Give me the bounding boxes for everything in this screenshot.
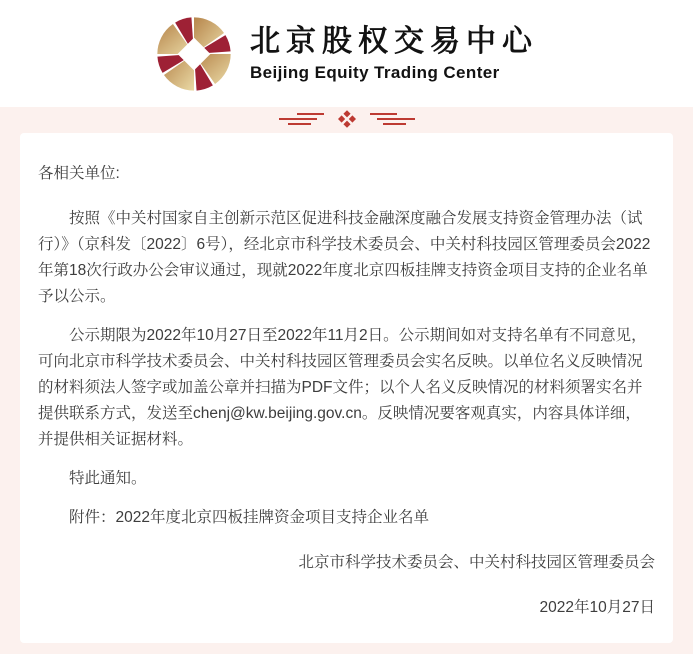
site-title-en: Beijing Equity Trading Center (250, 63, 500, 82)
notice-paragraph-1: 按照《中关村国家自主创新示范区促进科技金融深度融合发展支持资金管理办法（试行）》（京科发〔2022〕6号），经北京市科学技术委员会、中关村科技园区管理委员会2022年第18次行政办公会审议通过，现就2022年度北京四板挂牌支持资金项目支持的企业名单予以公示。 (38, 210, 651, 305)
salutation: 各相关单位: (38, 165, 120, 182)
logo[interactable] (155, 15, 538, 93)
issuer-signature: 北京市科学技术委员会、中关村科技园区管理委员会 (298, 554, 655, 571)
notice-attachment: 附件：2022年度北京四板挂牌资金项目支持企业名单 (69, 509, 429, 526)
issue-date: 2022年10月27日 (539, 599, 655, 616)
site-title-cn: 北京股权交易中心 (250, 25, 538, 58)
ornament-divider-icon (277, 110, 417, 128)
ornament-band (0, 107, 693, 133)
betc-logo-icon (155, 15, 233, 93)
site-header (0, 0, 693, 107)
notice-paragraph-2: 公示期限为2022年10月27日至2022年11月2日。公示期间如对支持名单有不同意见，可向北京市科学技术委员会、中关村科技园区管理委员会实名反映。以单位名义反映情况的材料须法人签字或加盖公章并扫描为PDF文件；以个人名义反映情况的材料须署实名并提供联系方式，发送至chenj@kw.beijing.gov.cn。反映情况要客观真实，内容具体详细，并提供相关证据材料。 (38, 327, 647, 448)
notice-closing: 特此通知。 (69, 470, 147, 487)
logo-text (250, 24, 538, 83)
notice-card (20, 133, 673, 643)
